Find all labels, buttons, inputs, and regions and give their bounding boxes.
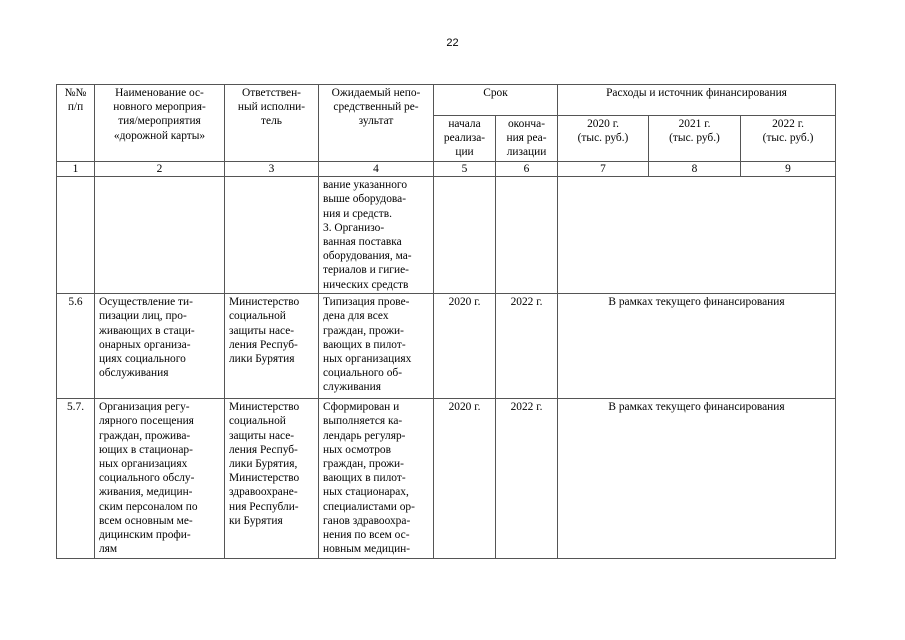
column-number: 3 — [225, 162, 319, 177]
roadmap-table — [56, 84, 836, 559]
header-finance: Расходы и источник финансирования — [558, 85, 836, 116]
header-2020: 2020 г. (тыс. руб.) — [558, 116, 649, 162]
row-result: вание указанного выше оборудова- ния и средств. 3. Организо- ванная поставка оборудования, ма- териалов и гигие- нических средств — [319, 177, 434, 294]
row-result: Типизация прове- дена для всех граждан, прожи- вающих в пилот- ных организациях социального об- служивания — [319, 294, 434, 399]
row-name — [95, 177, 225, 294]
row-start: 2020 г. — [434, 294, 496, 399]
header-name: Наименование ос- новного мероприя- тия/мероприятия «дорожной карты» — [95, 85, 225, 162]
header-end: оконча- ния реа- лизации — [496, 116, 558, 162]
column-number: 7 — [558, 162, 649, 177]
column-number: 4 — [319, 162, 434, 177]
row-name: Осуществление ти- пизации лиц, про- живающих в стаци- онарных организа- циях социального обслуживания — [95, 294, 225, 399]
row-start — [434, 177, 496, 294]
row-end: 2022 г. — [496, 294, 558, 399]
page-number: 22 — [446, 37, 459, 49]
row-start: 2020 г. — [434, 399, 496, 559]
row-finance: В рамках текущего финансирования — [558, 399, 836, 559]
row-executor — [225, 177, 319, 294]
column-number: 2 — [95, 162, 225, 177]
header-start: начала реализа- ции — [434, 116, 496, 162]
row-end — [496, 177, 558, 294]
row-num: 5.7. — [57, 399, 95, 559]
column-number: 8 — [649, 162, 741, 177]
header-row-1 — [57, 85, 836, 116]
row-end: 2022 г. — [496, 399, 558, 559]
row-finance: В рамках текущего финансирования — [558, 294, 836, 399]
row-finance — [558, 177, 836, 294]
header-term: Срок — [434, 85, 558, 116]
row-name: Организация регу- лярного посещения граждан, прожива- ющих в стационар- ных организациях социального обслу- живания, медицин- ским персоналом по всем основным ме- дицинским профи- лям — [95, 399, 225, 559]
row-num: 5.6 — [57, 294, 95, 399]
row-num — [57, 177, 95, 294]
table-row — [57, 294, 836, 399]
column-number: 9 — [741, 162, 836, 177]
header-executor: Ответствен- ный исполни- тель — [225, 85, 319, 162]
header-2022: 2022 г. (тыс. руб.) — [741, 116, 836, 162]
column-number: 1 — [57, 162, 95, 177]
row-executor: Министерство социальной защиты насе- ления Респуб- лики Бурятия, Министерство здравоохране- ния Республи- ки Бурятия — [225, 399, 319, 559]
column-number: 6 — [496, 162, 558, 177]
table-row — [57, 399, 836, 559]
column-number: 5 — [434, 162, 496, 177]
row-result: Сформирован и выполняется ка- лендарь регуляр- ных осмотров граждан, прожи- вающих в пилот- ных стационарах, специалистами ор- ганов здравоохра- нения по всем ос- новным медицин- — [319, 399, 434, 559]
column-numbers-row — [57, 162, 836, 177]
header-2021: 2021 г. (тыс. руб.) — [649, 116, 741, 162]
table-row — [57, 177, 836, 294]
row-executor: Министерство социальной защиты насе- ления Респуб- лики Бурятия — [225, 294, 319, 399]
header-result: Ожидаемый непо- средственный ре- зультат — [319, 85, 434, 162]
header-num: №№ п/п — [57, 85, 95, 162]
